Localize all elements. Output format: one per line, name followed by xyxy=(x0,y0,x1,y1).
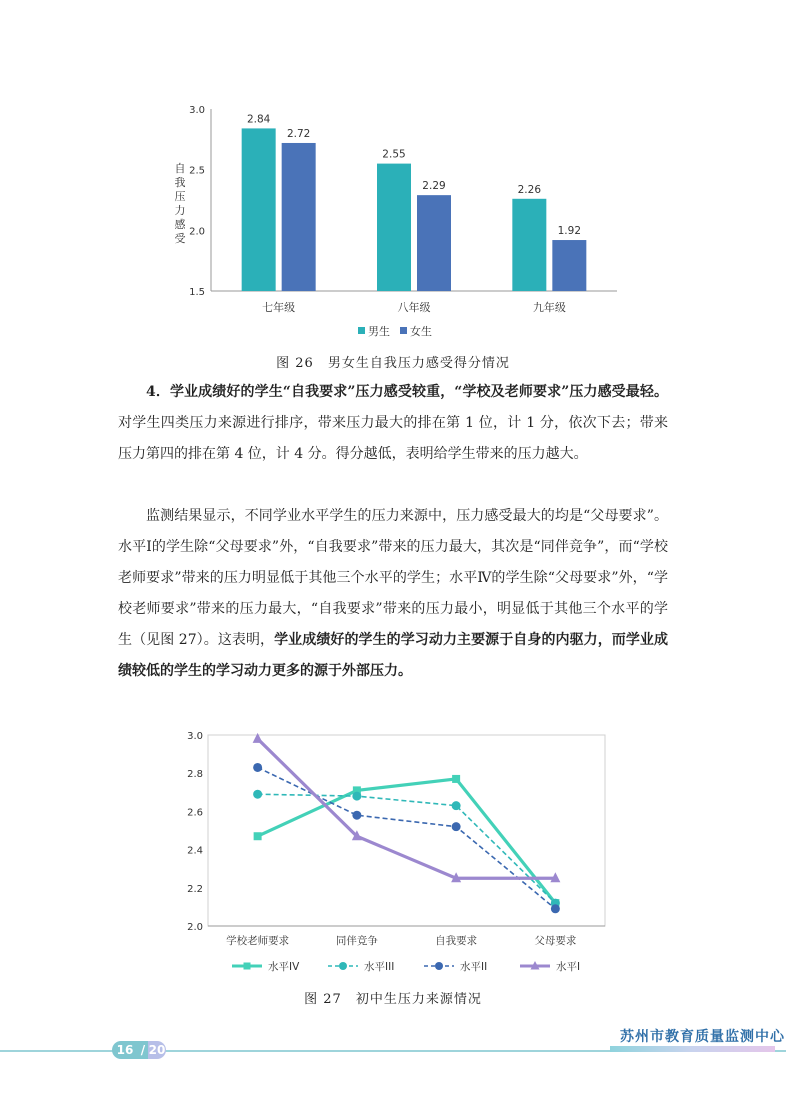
legend-label: 水平I xyxy=(556,961,581,973)
data-label: 2.29 xyxy=(422,180,446,193)
x-tick-label: 同伴竞争 xyxy=(335,935,378,947)
legend-label: 水平II xyxy=(460,961,488,973)
data-point xyxy=(352,792,361,801)
data-label: 1.92 xyxy=(557,225,582,238)
y-axis-label-char: 压 xyxy=(174,190,186,203)
data-point xyxy=(452,822,461,831)
legend-label: 水平IV xyxy=(268,961,300,973)
figure26-caption: 图 26 男女生自我压力感受得分情况 xyxy=(276,356,510,371)
legend-marker xyxy=(244,963,251,970)
y-axis-label-char: 力 xyxy=(174,204,186,217)
section4-conclusion: 学业成绩好的学生的学习动力主要源于自身的内驱力，而学业成绩较低的学生的学习动力更多的源于外部压力。 xyxy=(118,632,669,679)
y-tick-label: 2.2 xyxy=(187,883,203,895)
y-tick-label: 2.0 xyxy=(189,226,205,238)
data-label: 2.72 xyxy=(286,127,311,140)
legend-label: 女生 xyxy=(410,325,432,338)
data-label: 2.84 xyxy=(246,113,271,126)
y-tick-label: 2.0 xyxy=(187,922,203,933)
y-tick-label: 2.5 xyxy=(189,165,205,177)
series-line xyxy=(258,739,556,878)
data-point xyxy=(254,832,262,840)
organization-name: 苏州市教育质量监测中心 xyxy=(620,1029,785,1045)
x-tick-label: 九年级 xyxy=(532,301,566,314)
data-point xyxy=(352,811,361,820)
x-tick-label: 七年级 xyxy=(262,301,296,314)
series-line xyxy=(258,779,556,903)
legend-label: 水平III xyxy=(364,961,395,973)
y-tick-label: 2.4 xyxy=(187,845,203,857)
y-tick-label: 2.8 xyxy=(187,769,203,781)
legend-label: 男生 xyxy=(368,325,390,338)
data-label: 2.55 xyxy=(382,148,406,161)
y-axis-label-char: 感 xyxy=(174,218,186,231)
x-tick-label: 父母要求 xyxy=(534,935,577,947)
page-separator: / xyxy=(138,1041,148,1059)
data-point xyxy=(253,733,263,743)
organization-color-bar xyxy=(610,1046,775,1052)
x-tick-label: 自我要求 xyxy=(435,935,478,947)
page-number: 16 xyxy=(112,1041,138,1059)
data-point xyxy=(551,904,560,913)
y-tick-label: 2.6 xyxy=(187,807,203,819)
y-axis-label-char: 我 xyxy=(174,176,186,189)
section4-text2: 监测结果显示，不同学业水平学生的压力来源中，压力感受最大的均是“父母要求”。水平Ⅰ的学生除“父母要求”外，“自我要求”带来的压力最大，其次是“同伴竞争”，而“学校老师要求”带来的压力明显低于其他三个水平的学生；水平Ⅳ的学生除“父母要求”外，“学校老师要求”带来的压力最大，“自我要求”带来的压力最小，明显低于其他三个水平的学生（见图 27）。这表明， xyxy=(118,508,668,648)
data-label: 2.26 xyxy=(517,183,542,196)
y-tick-label: 3.0 xyxy=(189,105,205,116)
series-line xyxy=(258,767,556,908)
y-axis-label-char: 自 xyxy=(174,162,186,175)
data-point xyxy=(253,763,262,772)
data-point xyxy=(452,775,460,783)
section4-text1: 对学生四类压力来源进行排序，带来压力最大的排在第 1 位，计 1 分，依次下去；带来压力第四的排在第 4 位，计 4 分。得分越低，表明给学生带来的压力越大。 xyxy=(118,415,668,462)
legend-marker xyxy=(435,962,443,970)
y-tick-label: 1.5 xyxy=(189,287,205,298)
section4-heading: 4．学业成绩好的学生“自我要求”压力感受较重，“学校及老师要求”压力感受最轻。 xyxy=(146,384,668,400)
y-tick-label: 3.0 xyxy=(187,731,203,742)
y-axis-label-char: 受 xyxy=(174,232,186,245)
legend-marker xyxy=(339,962,347,970)
x-tick-label: 八年级 xyxy=(397,301,431,314)
figure27-caption: 图 27 初中生压力来源情况 xyxy=(304,992,482,1007)
data-point xyxy=(452,801,461,810)
page-total: 20 xyxy=(148,1043,166,1057)
x-tick-label: 学校老师要求 xyxy=(226,935,290,947)
data-point xyxy=(253,790,262,799)
